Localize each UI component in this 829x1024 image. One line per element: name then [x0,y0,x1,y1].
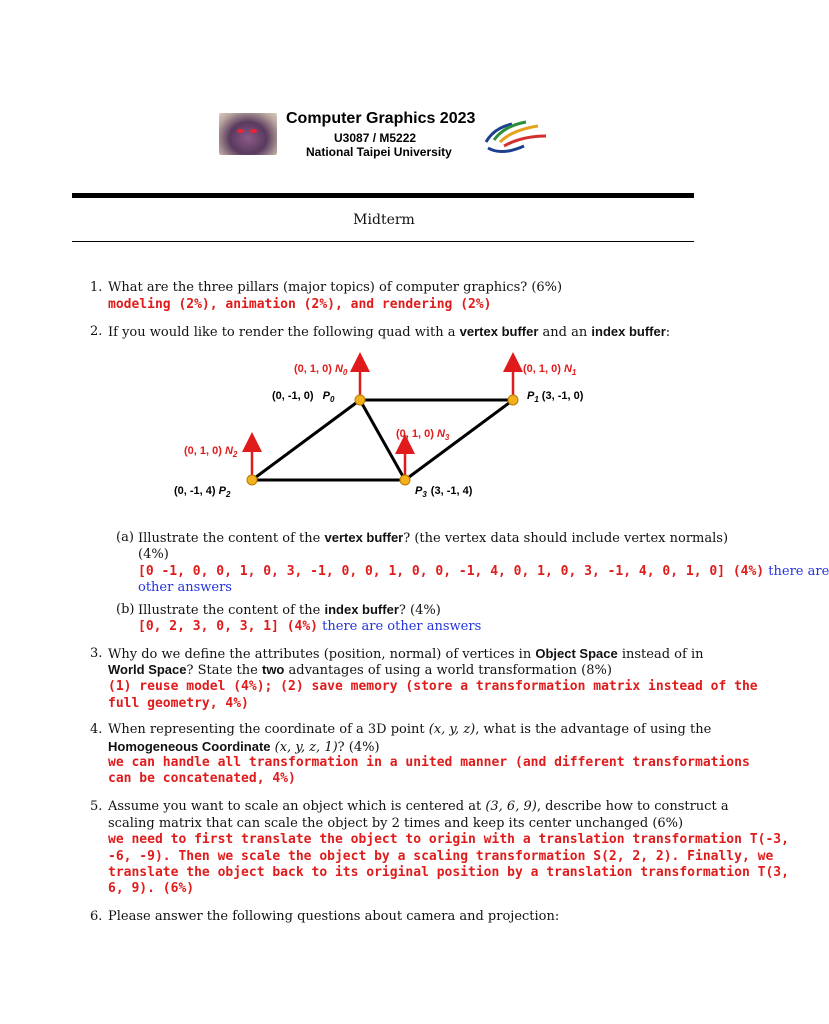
question-2-number: 2. [90,324,103,339]
label-n2: (0, 1, 0) $N_2$ [184,445,238,459]
keyword-vertex-buffer-2a: vertex buffer [324,530,404,545]
keyword-object-space: Object Space [535,646,618,661]
label-n1: (0, 1, 0) $N_1$ [523,363,577,377]
mascot-eye-left [237,129,244,133]
question-2-text: If you would like to render the following quad with a vertex buffer and an index buffer: [108,324,671,340]
question-2a-note: there are [768,564,829,579]
question-4-number: 4. [90,722,103,737]
question-2a-note-cont: other answers [138,580,232,595]
question-2b-text: Illustrate the content of the index buffer? (4%) [138,602,441,618]
keyword-homogeneous-coordinate: Homogeneous Coordinate [108,739,271,754]
question-2a-answer-line [138,564,829,580]
math-center: (3, 6, 9) [485,799,537,814]
question-2a-line2: (4%) [138,547,169,562]
question-5-answer-line3: translate the object back to its original position by a translation transformation T(3, [108,865,789,880]
question-2b-answer-line [138,619,481,635]
question-6-text: Please answer the following questions about camera and projection: [108,909,560,924]
question-4-answer-line2: can be concatenated, 4%) [108,771,296,786]
vertex-p3 [400,475,410,485]
question-2a-label: (a) [116,530,134,545]
question-2b-label: (b) [116,602,135,617]
header-rule-thick [72,193,694,198]
math-xyz: (x, y, z) [428,722,476,737]
exam-title: Midterm [353,212,415,228]
question-4-answer-line1: we can handle all transformation in a united manner (and different transformations [108,755,750,770]
mascot-eye-right [250,129,257,133]
math-xyz1: (x, y, z, 1) [274,740,338,755]
course-title: Computer Graphics 2023 [286,110,476,127]
question-4-text: When representing the coordinate of a 3D point (x, y, z), what is the advantage of using the [108,722,712,737]
label-n0: (0, 1, 0) $N_0$ [294,363,348,377]
question-5-answer-line2: -6, -9). Then we scale the object by a scaling transformation S(2, 2, 2). Finally, we [108,849,774,864]
question-3-answer-line2: full geometry, 4%) [108,696,249,711]
question-5-text: Assume you want to scale an object which is centered at (3, 6, 9), describe how to construct a [108,799,729,814]
label-p0: (0, -1, 0) $P_0$ [272,390,335,404]
keyword-two: two [261,662,285,677]
question-3-number: 3. [90,646,103,661]
question-3-text-line2: World Space? State the two advantages of using a world transformation (8%) [108,662,612,678]
question-5-text-line2: scaling matrix that can scale the object by 2 times and keep its center unchanged (6%) [108,816,684,831]
question-4-text-line2: Homogeneous Coordinate (x, y, z, 1)? (4%) [108,739,380,755]
course-code: U3087 / M5222 [334,131,417,145]
university-logo-icon [482,116,548,158]
question-2a-text: Illustrate the content of the vertex buffer? (the vertex data should include vertex normals) [138,530,729,546]
question-2b-note: there are other answers [322,619,482,634]
question-2a-answer: [0 -1, 0, 0, 1, 0, 3, -1, 0, 0, 1, 0, 0, -1, 4, 0, 1, 0, 3, -1, 4, 0, 1, 0] (4%) [138,564,765,579]
keyword-world-space: World Space [108,662,187,677]
university-name: National Taipei University [306,145,452,159]
vertex-p0 [355,395,365,405]
keyword-vertex-buffer: vertex buffer [459,324,539,339]
label-p3: $P_3$ (3, -1, 4) [415,485,473,499]
question-1-number: 1. [90,280,103,295]
label-n3: (0, 1, 0) $N_3$ [396,428,450,442]
question-2b-answer: [0, 2, 3, 0, 3, 1] (4%) [138,619,319,634]
question-1-text: What are the three pillars (major topics) of computer graphics? (6%) [108,280,563,295]
label-p2: (0, -1, 4) $P_2$ [174,485,231,499]
question-3-text: Why do we define the attributes (position, normal) of vertices in Object Space instead of in [108,646,704,662]
question-5-answer-line4: 6, 9). (6%) [108,881,195,896]
question-6-number: 6. [90,909,103,924]
quad-diagram [160,350,620,510]
question-5-answer-line1: we need to first translate the object to origin with a translation transformation T(-3, [108,832,789,847]
course-mascot-image [219,113,277,155]
header-rule-thin [72,241,694,242]
edge-p0-p3 [360,400,405,480]
question-3-answer-line1: (1) reuse model (4%); (2) save memory (store a transformation matrix instead of the [108,679,758,694]
question-5-number: 5. [90,799,103,814]
label-p1: $P_1$ (3, -1, 0) [527,390,584,404]
edge-p1-p3 [405,400,513,480]
edge-p0-p2 [252,400,360,480]
vertex-p2 [247,475,257,485]
keyword-index-buffer-2b: index buffer [324,602,399,617]
question-1-answer: modeling (2%), animation (2%), and rendering (2%) [108,297,492,312]
vertex-p1 [508,395,518,405]
keyword-index-buffer: index buffer [591,324,666,339]
